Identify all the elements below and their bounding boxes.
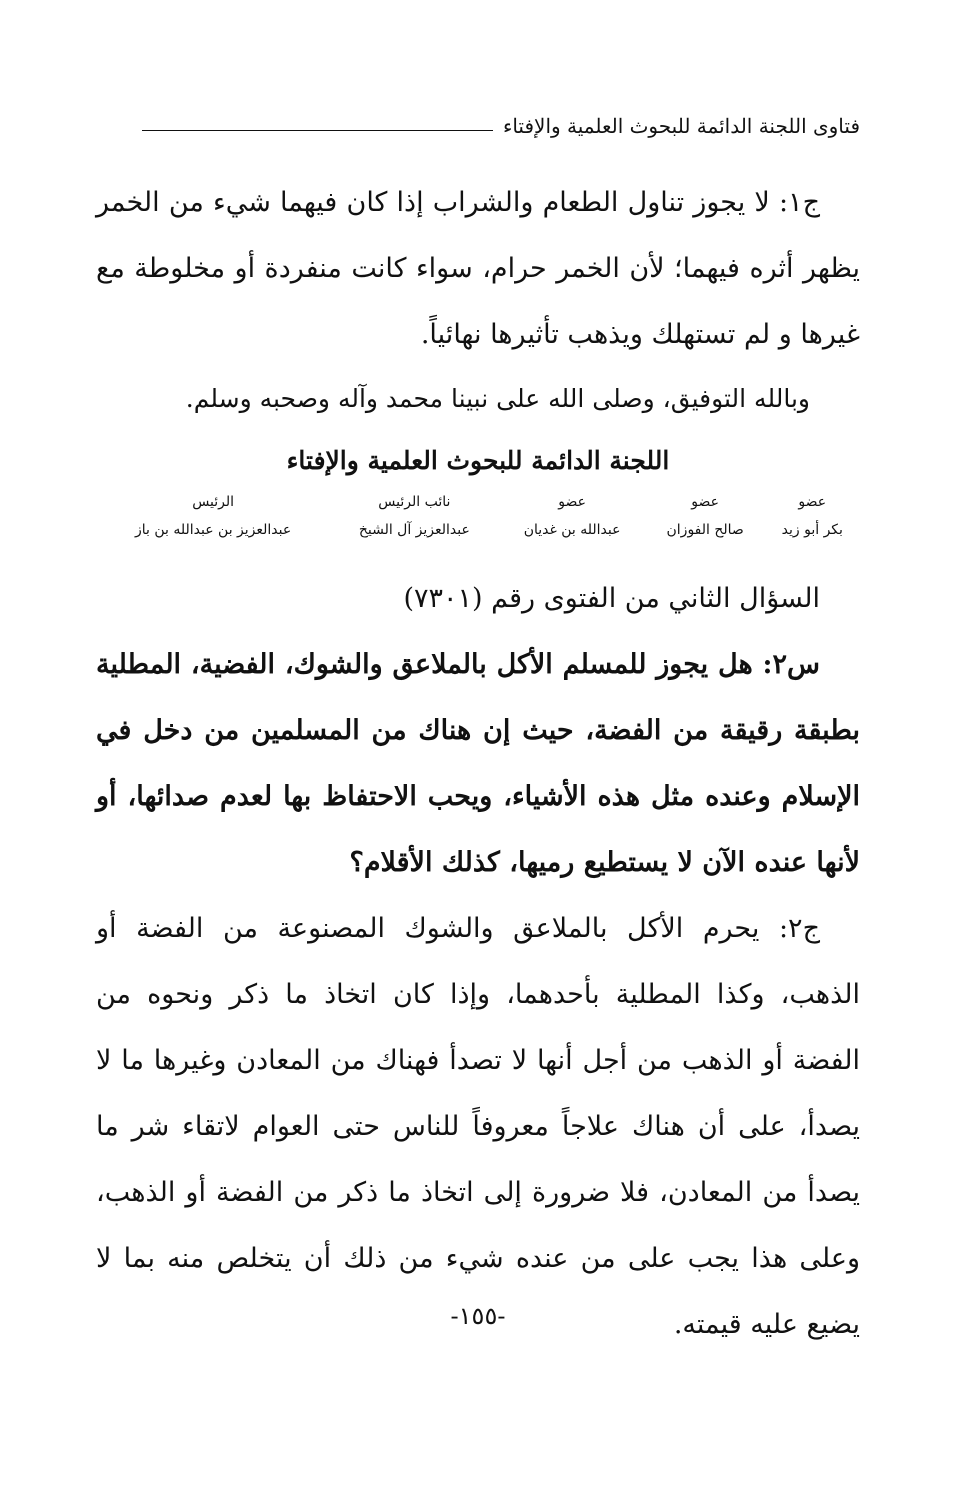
member-role: عضو — [798, 494, 827, 510]
member-name: عبدالعزيز آل الشيخ — [358, 522, 470, 538]
member-name: عبدالعزيز بن عبدالله بن باز — [135, 522, 292, 538]
running-title: فتاوى اللجنة الدائمة للبحوث العلمية والإفتاء — [502, 114, 860, 138]
page-body — [96, 170, 860, 1358]
signatories-table — [96, 492, 860, 540]
closing-line: وبالله التوفيق، وصلى الله على نبينا محمد وآله وصحبه وسلم. — [185, 384, 810, 413]
committee-title: اللجنة الدائمة للبحوث العلمية والإفتاء — [286, 446, 670, 475]
member-name: بكر أبو زيد — [781, 522, 843, 538]
member-name: صالح الفوزان — [666, 522, 744, 538]
header-rule — [142, 130, 493, 131]
question-2: س٢: هل يجوز للمسلم الأكل بالملاعق والشوك، الفضية، المطلية بطبقة رقيقة من الفضة، حيث إن هناك من المسلمين من دخل في الإسلام وعنده مثل هذه الأشياء، ويحب الاحتفاظ بها لعدم صدائها، أو لأنها عنده الآن لا يستطيع رميها، كذلك الأقلام؟ — [96, 649, 860, 878]
roles-row — [96, 492, 860, 520]
page-number: -١٥٥- — [450, 1302, 506, 1330]
answer-1: ج١: لا يجوز تناول الطعام والشراب إذا كان فيهما شيء من الخمر يظهر أثره فيهما؛ لأن الخمر حرام، سواء كانت منفردة أو مخلوطة مع غيرها و لم تستهلك ويذهب تأثيرها نهائياً. — [96, 187, 860, 350]
answer-2: ج٢: يحرم الأكل بالملاعق والشوك المصنوعة من الفضة أو الذهب، وكذا المطلية بأحدهما، وإذا كان اتخاذ ما ذكر ونحوه من الفضة أو الذهب من أجل أنها لا تصدأ فهناك من المعادن وغيرها ما لا يصدأ، على أن هناك علاجاً معروفاً للناس حتى العوام لاتقاء شر ما يصدأ من المعادن، فلا ضرورة إلى اتخاذ ما ذكر من الفضة أو الذهب، وعلى هذا يجب على من عنده شيء من ذلك أن يتخلص منه بما لا يضيع عليه قيمته. — [96, 913, 860, 1340]
member-role: عضو — [558, 494, 586, 510]
member-role: عضو — [691, 494, 720, 510]
member-role: نائب الرئيس — [378, 494, 451, 510]
member-name: عبدالله بن غديان — [523, 522, 621, 538]
names-row — [96, 520, 860, 540]
member-role: الرئيس — [192, 494, 235, 510]
question-2-label: السؤال الثاني من الفتوى رقم (٧٣٠١) — [403, 583, 820, 614]
running-header — [142, 108, 860, 144]
